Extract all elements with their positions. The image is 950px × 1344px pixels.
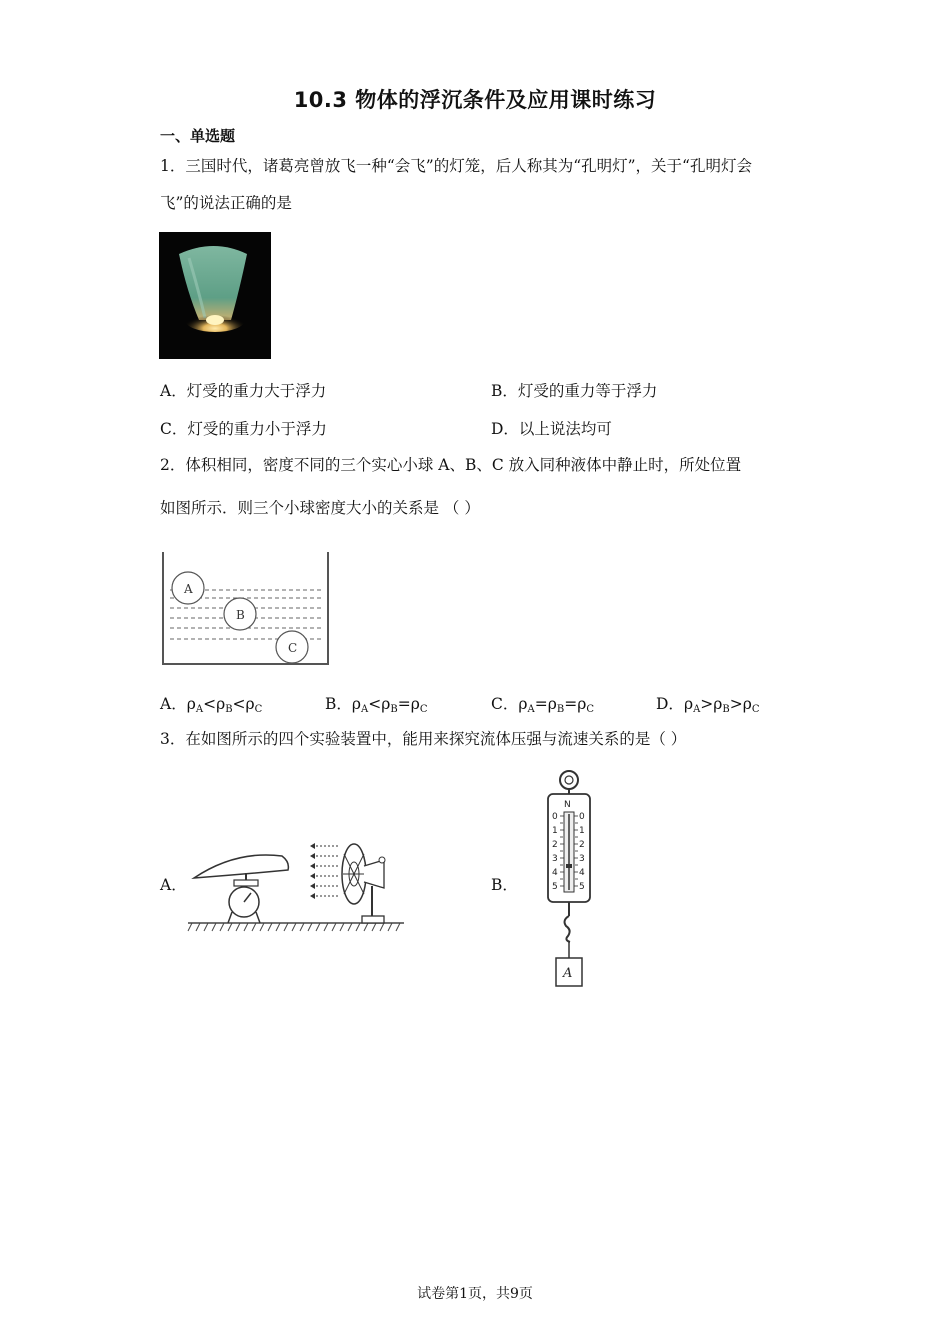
- svg-text:3: 3: [579, 854, 585, 864]
- wing-model-fan-diagram: [186, 840, 406, 936]
- svg-text:0: 0: [579, 812, 585, 822]
- section-heading: 一、单选题: [160, 127, 236, 145]
- svg-text:4: 4: [579, 868, 585, 878]
- q1-option-c[interactable]: C．灯受的重力小于浮力: [160, 420, 327, 438]
- svg-text:0: 0: [552, 812, 558, 822]
- svg-text:2: 2: [579, 840, 585, 850]
- liquid-container-diagram: [158, 548, 334, 670]
- question-2-line-2: 如图所示．则三个小球密度大小的关系是 （ ）: [160, 499, 480, 517]
- sky-lantern-photo: [159, 232, 271, 359]
- q2-option-c[interactable]: C．$\rho_A=\rho_B=\rho_C$: [491, 695, 594, 715]
- q1-option-d[interactable]: D．以上说法均可: [491, 420, 612, 438]
- ball-b-label: B: [236, 608, 245, 622]
- question-1-line-2: 飞”的说法正确的是: [160, 194, 292, 212]
- svg-text:4: 4: [552, 868, 558, 878]
- svg-text:5: 5: [579, 882, 585, 892]
- spring-scale-diagram: [540, 770, 598, 990]
- scale-unit: N: [564, 800, 571, 810]
- svg-text:1: 1: [552, 826, 558, 836]
- weight-label: A: [563, 966, 573, 981]
- q1-option-b[interactable]: B．灯受的重力等于浮力: [491, 382, 658, 400]
- q3-option-a-label[interactable]: A．: [160, 876, 187, 894]
- question-1-line-1: 1．三国时代，诸葛亮曾放飞一种“会飞”的灯笼，后人称其为“孔明灯”，关于“孔明灯会: [160, 157, 752, 175]
- page-footer: 试卷第1页，共9页: [417, 1286, 533, 1302]
- ball-c-label: C: [288, 641, 298, 655]
- question-3-line-1: 3．在如图所示的四个实验装置中，能用来探究流体压强与流速关系的是（ ）: [160, 730, 687, 748]
- q1-option-a[interactable]: A．灯受的重力大于浮力: [160, 382, 327, 400]
- q2-option-a[interactable]: A．$\rho_A<\rho_B<\rho_C$: [160, 695, 263, 715]
- svg-text:1: 1: [579, 826, 585, 836]
- ball-a-label: A: [184, 582, 193, 596]
- q2-option-b[interactable]: B．$\rho_A<\rho_B=\rho_C$: [325, 695, 428, 715]
- question-2-line-1: 2．体积相同，密度不同的三个实心小球 A、B、C 放入同种液体中静止时，所处位置: [160, 456, 742, 474]
- q3-option-b-label[interactable]: B．: [491, 876, 518, 894]
- page-title: 10.3 物体的浮沉条件及应用课时练习: [293, 88, 657, 112]
- svg-text:5: 5: [552, 882, 558, 892]
- svg-text:2: 2: [552, 840, 558, 850]
- svg-text:3: 3: [552, 854, 558, 864]
- q2-option-d[interactable]: D．$\rho_A>\rho_B>\rho_C$: [656, 695, 760, 715]
